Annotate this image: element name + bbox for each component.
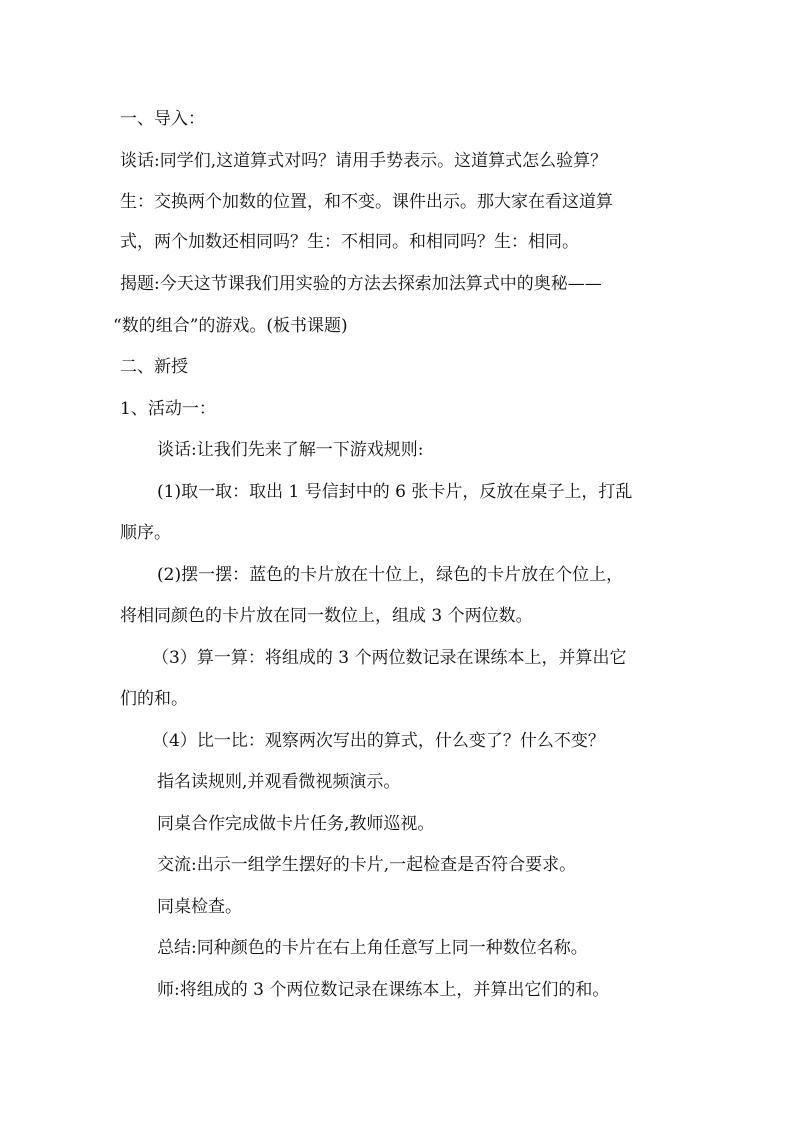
- rule-item: （3）算一算：将组成的 3 个两位数记录在课练本上，并算出它: [152, 648, 627, 668]
- paragraph-line: 谈话:让我们先来了解一下游戏规则:: [157, 440, 424, 460]
- rule-item: （4）比一比：观察两次写出的算式，什么变了？什么不变？: [152, 731, 605, 751]
- rule-item-continuation: 将相同颜色的卡片放在同一数位上，组成 3 个两位数。: [120, 606, 533, 626]
- paragraph-line: 谈话:同学们,这道算式对吗？请用手势表示。这道算式怎么验算？: [120, 151, 608, 171]
- paragraph-line: “数的组合”的游戏。(板书课题): [113, 316, 348, 336]
- activity-heading: 1、活动一：: [120, 399, 216, 419]
- paragraph-line: 同桌检查。: [157, 897, 242, 917]
- rule-item-continuation: 顺序。: [120, 523, 171, 543]
- paragraph-line: 交流:出示一组学生摆好的卡片,一起检查是否符合要求。: [157, 855, 577, 875]
- paragraph-line: 总结:同种颜色的卡片在右上角任意写上同一种数位名称。: [157, 938, 588, 958]
- paragraph-line: 式，两个加数还相同吗？生：不相同。和相同吗？生：相同。: [120, 232, 579, 252]
- paragraph-line: 同桌合作完成做卡片任务,教师巡视。: [157, 814, 435, 834]
- section-heading-new: 二、新授: [120, 357, 188, 377]
- rule-item: (1)取一取：取出 1 号信封中的 6 张卡片，反放在桌子上，打乱: [157, 482, 633, 502]
- rule-item-continuation: 们的和。: [120, 689, 188, 709]
- paragraph-line: 生：交换两个加数的位置，和不变。课件出示。那大家在看这道算: [120, 192, 613, 212]
- section-heading-intro: 一、导入：: [120, 109, 205, 129]
- rule-item: (2)摆一摆：蓝色的卡片放在十位上，绿色的卡片放在个位上，: [157, 565, 624, 585]
- paragraph-line: 揭题:今天这节课我们用实验的方法去探索加法算式中的奥秘——: [120, 274, 602, 294]
- paragraph-line: 师:将组成的 3 个两位数记录在课练本上，并算出它们的和。: [157, 980, 610, 1000]
- paragraph-line: 指名读规则,并观看微视频演示。: [157, 772, 401, 792]
